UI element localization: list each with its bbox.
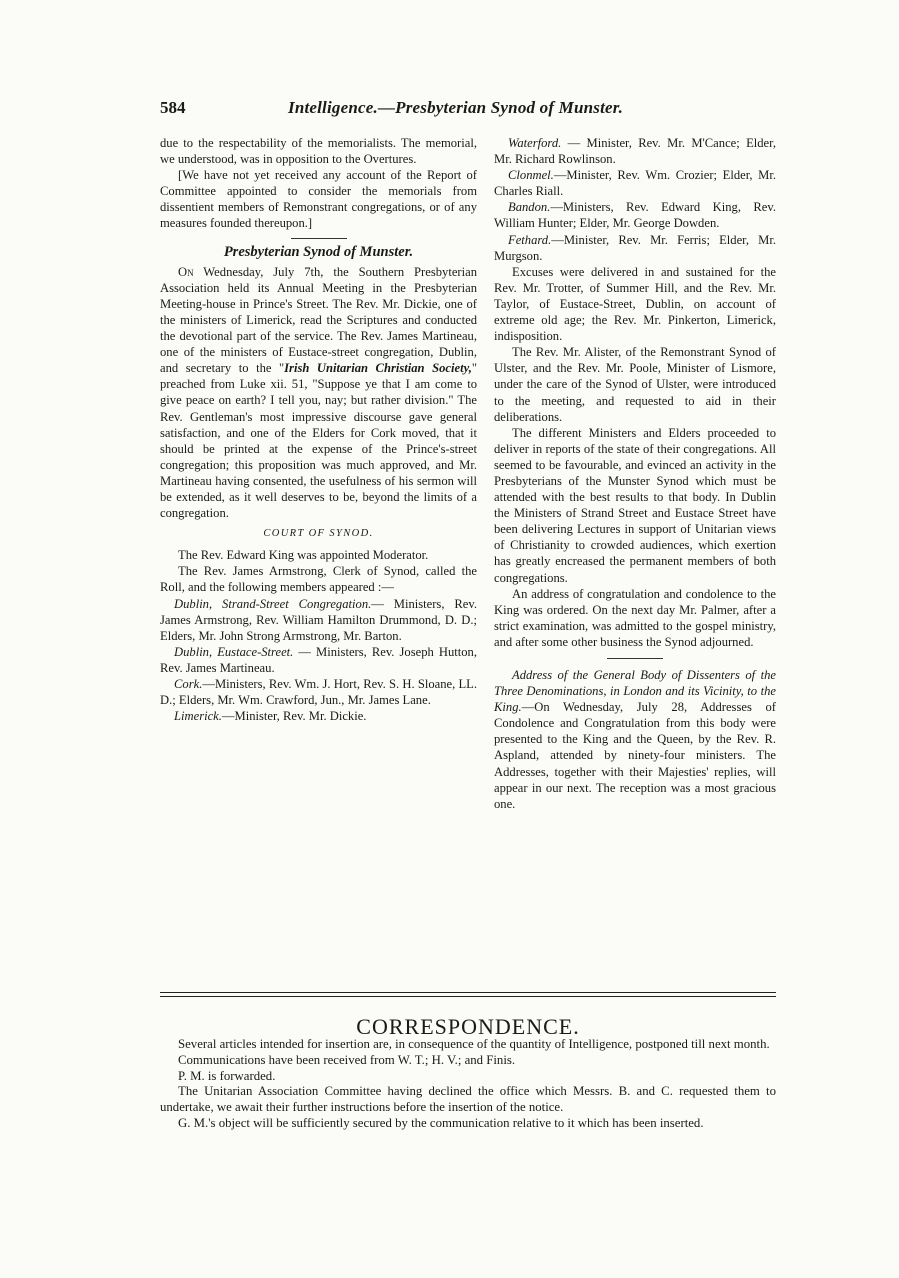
paragraph: The different Ministers and Elders proceeded to deliver in reports of the state of their congregations. All seemed to be favourable, and evinced an activity in the Presbyterians of the Munster Synod which must be attended with the best results to that body. In Dublin the Ministers of Strand Street and Eustace Street have been delivering Lectures in support of Unitarian views of Christianity to crowded audiences, which exertion has greatly encreased the permanent members of both congregations. bbox=[494, 425, 776, 585]
members: — Ministers, Rev. James Armstrong, Rev. William Hamilton Drummond, D. D.; Elders, Mr. John Strong Armstrong, Mr. Barton. bbox=[160, 596, 477, 643]
members: —Minister, Rev. Mr. Dickie. bbox=[221, 709, 367, 724]
congregation-name: Clonmel. bbox=[508, 168, 554, 183]
left-column bbox=[160, 135, 477, 724]
roll-entry bbox=[160, 708, 477, 724]
notice: G. M.'s object will be sufficiently secured by the communication relative to it which has been inserted. bbox=[178, 1115, 704, 1130]
members: — Minister, Rev. Mr. M'Cance; Elder, Mr. Richard Rowlinson. bbox=[494, 136, 776, 167]
members: —Ministers, Rev. Edward King, Rev. William Hunter; Elder, Mr. George Dowden. bbox=[494, 200, 776, 231]
notice: Several articles intended for insertion are, in consequence of the quantity of Intelligence, postponed till next month. bbox=[178, 1037, 770, 1051]
congregation-name: Bandon. bbox=[508, 200, 551, 215]
correspondence-notices bbox=[160, 1037, 776, 1132]
congregation-name: Limerick. bbox=[174, 709, 222, 724]
society-name: Irish Unitarian Christian Society, bbox=[284, 361, 472, 376]
paragraph: due to the respectability of the memorialists. The memorial, we understood, was in opposition to the Overtures. bbox=[160, 136, 477, 167]
roll-entry bbox=[160, 644, 477, 676]
paragraph bbox=[160, 264, 477, 522]
notice: The Unitarian Association Committee having declined the office which Messrs. B. and C. requested them to undertake, we await their further instructions before the insertion of the notice. bbox=[160, 1084, 776, 1115]
members: —Minister, Rev. Mr. Ferris; Elder, Mr. Murgson. bbox=[494, 232, 776, 263]
subsection-heading: COURT OF SYNOD. bbox=[263, 528, 374, 540]
roll-entry bbox=[160, 676, 477, 708]
paragraph: [We have not yet received any account of the Report of Committee appointed to consider the memorials from dissentient members of Remonstrant congregations, or of any measures founded thereupon.] bbox=[160, 168, 477, 231]
congregation-name: Dublin, Eustace-Street. bbox=[174, 644, 294, 659]
paragraph bbox=[494, 667, 776, 812]
text-run: " preached from Luke xii. 51, "Suppose ye that I am come to give peace on earth? I tell you, nay; but rather division." The Rev. Gentleman's most impressive discourse gave general satisfaction, and one of the Elders for Cork moved, that it should be printed at the expense of the Prince's-street congregation; this proposition was much approved, and Mr. Martineau having consented, the usefulness of his sermon will be extended, as it well deserves to be, beyond the limits of a congregation. bbox=[160, 361, 478, 521]
congregation-name: Waterford. bbox=[508, 136, 562, 150]
roll-entry bbox=[494, 167, 776, 199]
notice: P. M. is forwarded. bbox=[178, 1068, 276, 1083]
roll-entry bbox=[494, 232, 776, 264]
double-rule-divider bbox=[160, 992, 776, 997]
divider bbox=[291, 238, 347, 239]
notice: Communications have been received from W. T.; H. V.; and Finis. bbox=[178, 1052, 516, 1067]
running-title: Intelligence.—Presbyterian Synod of Munster. bbox=[288, 98, 624, 117]
congregation-name: Dublin, Strand-Street Congregation. bbox=[174, 596, 372, 611]
section-title: Presbyterian Synod of Munster. bbox=[223, 243, 414, 260]
paragraph: The Rev. Mr. Alister, of the Remonstrant Synod of Ulster, and the Rev. Mr. Poole, Minister of Lismore, under the care of the Synod of Ulster, were introduced to the meeting, and requested to aid in their deliberations. bbox=[494, 345, 776, 424]
text-run: Wednesday, July 7th, the Southern Presbyterian Association held its Annual Meeting in the Presbyterian Meeting-house in Prince's Street. The Rev. Mr. Dickie, one of the ministers of Limerick, read the Scriptures and conducted the devotional part of the service. The Rev. James Martineau, one of the ministers of Eustace-street congregation, Dublin, and secretary to the " bbox=[160, 264, 477, 376]
page-number: 584 bbox=[160, 98, 186, 117]
paragraph: The Rev. James Armstrong, Clerk of Synod, called the Roll, and the following members appeared :— bbox=[160, 564, 477, 595]
paragraph: An address of congratulation and condolence to the King was ordered. On the next day Mr. Palmer, after a strict examination, was admitted to the gospel ministry, and after some other business the Synod adjourned. bbox=[494, 586, 776, 649]
roll-entry bbox=[160, 596, 477, 644]
members: — Ministers, Rev. Joseph Hutton, Rev. James Martineau. bbox=[160, 644, 478, 675]
roll-entry bbox=[494, 199, 776, 231]
members: —Minister, Rev. Wm. Crozier; Elder, Mr. Charles Riall. bbox=[494, 168, 776, 199]
correspondence-title: CORRESPONDENCE. bbox=[356, 1014, 580, 1039]
roll-entry bbox=[494, 135, 776, 167]
right-column bbox=[494, 135, 776, 812]
divider bbox=[607, 658, 663, 659]
address-title: Address of the General Body of Dissenters of the Three Denominations, in London and its Vicinity, to the King. bbox=[494, 668, 776, 715]
lead-word: On bbox=[178, 264, 194, 279]
running-head bbox=[160, 98, 740, 122]
text-run: —On Wednesday, July 28, Addresses of Condolence and Congratulation from this body were presented to the King and the Queen, by the Rev. R. Aspland, attended by ninety-four ministers. The Addresses, together with their Majesties' replies, will appear in our next. The reception was a most gracious one. bbox=[494, 700, 776, 811]
paragraph: Excuses were delivered in and sustained for the Rev. Mr. Trotter, of Summer Hill, and the Rev. Mr. Taylor, of Eustace-Street, Dublin, on account of extreme old age; the Rev. Mr. Pinkerton, Limerick, indisposition. bbox=[494, 264, 776, 344]
members: —Ministers, Rev. Wm. J. Hort, Rev. S. H. Sloane, LL. D.; Elders, Mr. Wm. Crawford, Jun., Mr. James Lane. bbox=[160, 677, 477, 708]
paragraph: The Rev. Edward King was appointed Moderator. bbox=[178, 548, 429, 563]
congregation-name: Fethard. bbox=[508, 232, 552, 247]
congregation-name: Cork. bbox=[174, 677, 203, 691]
